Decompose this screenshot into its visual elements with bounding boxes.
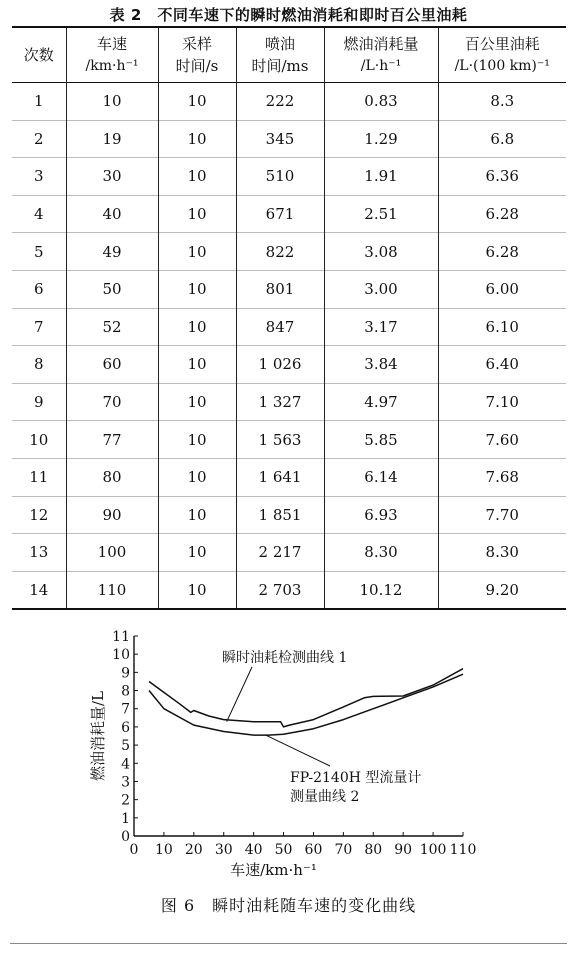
table-cell: 3.00 <box>324 270 438 308</box>
table-cell: 3.17 <box>324 308 438 346</box>
table-cell: 9.20 <box>438 571 566 609</box>
table-cell: 6.28 <box>438 233 566 271</box>
header-sample-time: 采样 时间/s <box>158 27 236 83</box>
y-tick-label: 6 <box>121 719 130 736</box>
y-tick-label: 8 <box>121 683 130 700</box>
table-cell: 6 <box>12 270 66 308</box>
table-cell: 0.83 <box>324 83 438 121</box>
table-cell: 100 <box>66 534 158 572</box>
table-cell: 9 <box>12 383 66 421</box>
table-cell: 52 <box>66 308 158 346</box>
table-cell: 40 <box>66 195 158 233</box>
table-cell: 49 <box>66 233 158 271</box>
table-cell: 8.30 <box>438 534 566 572</box>
table-cell: 345 <box>236 120 324 158</box>
figure-caption: 图 6 瞬时油耗随车速的变化曲线 <box>160 896 417 915</box>
annotation-curve-2-line1: FP-2140H 型流量计 <box>290 770 422 786</box>
table-cell: 1 563 <box>236 421 324 459</box>
table-cell: 6.14 <box>324 458 438 496</box>
table-cell: 14 <box>12 571 66 609</box>
table-cell: 1 641 <box>236 458 324 496</box>
table-cell: 222 <box>236 83 324 121</box>
table-cell: 7.70 <box>438 496 566 534</box>
table-cell: 4 <box>12 195 66 233</box>
table-cell: 2.51 <box>324 195 438 233</box>
table-row <box>12 346 566 384</box>
table-cell: 10 <box>158 458 236 496</box>
table-row <box>12 458 566 496</box>
y-tick-label: 5 <box>121 738 130 755</box>
x-tick-label: 90 <box>394 842 413 858</box>
x-tick-label: 80 <box>364 842 383 858</box>
y-tick-label: 11 <box>112 629 130 645</box>
table-cell: 3.84 <box>324 346 438 384</box>
y-tick-label: 4 <box>121 756 130 773</box>
x-tick-label: 0 <box>129 842 139 858</box>
table-cell: 671 <box>236 195 324 233</box>
table-cell: 10 <box>66 83 158 121</box>
table-cell: 80 <box>66 458 158 496</box>
table-cell: 1 026 <box>236 346 324 384</box>
table-cell: 8 <box>12 346 66 384</box>
table-row <box>12 83 566 121</box>
table-cell: 4.97 <box>324 383 438 421</box>
y-tick-label: 10 <box>112 647 130 664</box>
table-cell: 6.40 <box>438 346 566 384</box>
table-cell: 10 <box>158 83 236 121</box>
annotation-curve-1: 瞬时油耗检测曲线 1 <box>222 650 348 666</box>
table-cell: 10 <box>158 496 236 534</box>
table-row <box>12 308 566 346</box>
table-cell: 7 <box>12 308 66 346</box>
table-cell: 1 <box>33 92 44 111</box>
x-axis-label: 车速/km·h⁻¹ <box>230 861 317 879</box>
table-cell: 10 <box>158 308 236 346</box>
table-cell: 6.00 <box>438 270 566 308</box>
table-cell: 10 <box>158 158 236 196</box>
table-cell: 10 <box>158 233 236 271</box>
series-line-2 <box>149 674 463 735</box>
table-cell: 2 <box>12 120 66 158</box>
header-speed: 车速 /km·h⁻¹ <box>66 27 158 83</box>
table-cell: 5 <box>12 233 66 271</box>
table-cell: 847 <box>236 308 324 346</box>
table-cell: 8.3 <box>438 83 566 121</box>
table-cell: 6.8 <box>438 120 566 158</box>
table-cell: 5.85 <box>324 421 438 459</box>
table-cell: 10 <box>12 421 66 459</box>
x-tick-label: 20 <box>184 842 203 858</box>
table-row <box>12 571 566 609</box>
table-cell: 1.91 <box>324 158 438 196</box>
table-row <box>12 120 566 158</box>
table-row <box>12 383 566 421</box>
x-tick-label: 50 <box>274 842 293 858</box>
table-cell: 10 <box>158 421 236 459</box>
table-row <box>12 195 566 233</box>
table-cell: 3 <box>12 158 66 196</box>
header-fuel-consumption: 燃油消耗量 /L·h⁻¹ <box>324 27 438 83</box>
table-cell: 10 <box>158 534 236 572</box>
x-tick-label: 40 <box>244 842 263 858</box>
chart-svg <box>0 620 577 880</box>
page-rule <box>10 943 567 944</box>
table-cell: 1.29 <box>324 120 438 158</box>
table-cell: 12 <box>12 496 66 534</box>
table-cell: 110 <box>66 571 158 609</box>
table-cell: 1 851 <box>236 496 324 534</box>
table-cell: 77 <box>66 421 158 459</box>
y-tick-label: 9 <box>121 665 130 682</box>
table-cell: 6.28 <box>438 195 566 233</box>
table-header-row <box>12 27 566 83</box>
x-tick-label: 110 <box>449 842 477 858</box>
data-table <box>12 26 566 610</box>
table-cell: 30 <box>66 158 158 196</box>
table-cell: 10.12 <box>324 571 438 609</box>
table-cell: 7.10 <box>438 383 566 421</box>
table-cell: 10 <box>158 383 236 421</box>
table-cell: 10 <box>158 571 236 609</box>
table-cell: 2 217 <box>236 534 324 572</box>
header-injection-time: 喷油 时间/ms <box>236 27 324 83</box>
x-tick-label: 60 <box>304 842 323 858</box>
x-tick-label: 30 <box>214 842 233 858</box>
x-tick-label: 10 <box>154 842 173 858</box>
y-tick-label: 0 <box>121 829 130 845</box>
table-row <box>12 496 566 534</box>
table-cell: 10 <box>158 346 236 384</box>
table-row <box>12 421 566 459</box>
table-caption: 表 2 不同车速下的瞬时燃油消耗和即时百公里油耗 <box>109 6 468 24</box>
table-cell: 822 <box>236 233 324 271</box>
chart <box>0 620 577 880</box>
table-cell: 510 <box>236 158 324 196</box>
y-tick-label: 1 <box>121 810 130 827</box>
table-cell: 10 <box>158 270 236 308</box>
annotation-curve-2-line2: 测量曲线 2 <box>290 789 360 805</box>
table-cell: 10 <box>158 120 236 158</box>
x-tick-label: 100 <box>419 842 447 858</box>
y-axis-label: 燃油消耗量/L <box>89 690 107 782</box>
table-cell: 13 <box>12 534 66 572</box>
table-cell: 60 <box>66 346 158 384</box>
table-cell: 2 703 <box>236 571 324 609</box>
table-cell: 801 <box>236 270 324 308</box>
table-row <box>12 534 566 572</box>
table-cell: 11 <box>12 458 66 496</box>
y-tick-label: 2 <box>121 792 130 809</box>
table-cell: 7.68 <box>438 458 566 496</box>
table-cell: 19 <box>66 120 158 158</box>
table-body <box>12 83 566 610</box>
table-row <box>12 270 566 308</box>
table-cell: 6.93 <box>324 496 438 534</box>
header-count: 次数 <box>23 46 54 64</box>
y-tick-label: 3 <box>121 774 130 791</box>
table-cell: 50 <box>66 270 158 308</box>
table-cell: 7.60 <box>438 421 566 459</box>
table-row <box>12 158 566 196</box>
table-cell: 10 <box>158 195 236 233</box>
table-cell: 70 <box>66 383 158 421</box>
table-row <box>12 233 566 271</box>
y-tick-label: 7 <box>121 701 130 718</box>
x-tick-label: 70 <box>334 842 353 858</box>
annotation-leader-1 <box>227 667 252 722</box>
table-cell: 3.08 <box>324 233 438 271</box>
table-cell: 6.36 <box>438 158 566 196</box>
table-cell: 8.30 <box>324 534 438 572</box>
annotation-leader-2 <box>266 735 330 766</box>
header-fuel-per-100km: 百公里油耗 /L·(100 km)⁻¹ <box>438 27 566 83</box>
series-line-1 <box>149 669 463 727</box>
table-cell: 1 327 <box>236 383 324 421</box>
table-cell: 6.10 <box>438 308 566 346</box>
table-cell: 90 <box>66 496 158 534</box>
